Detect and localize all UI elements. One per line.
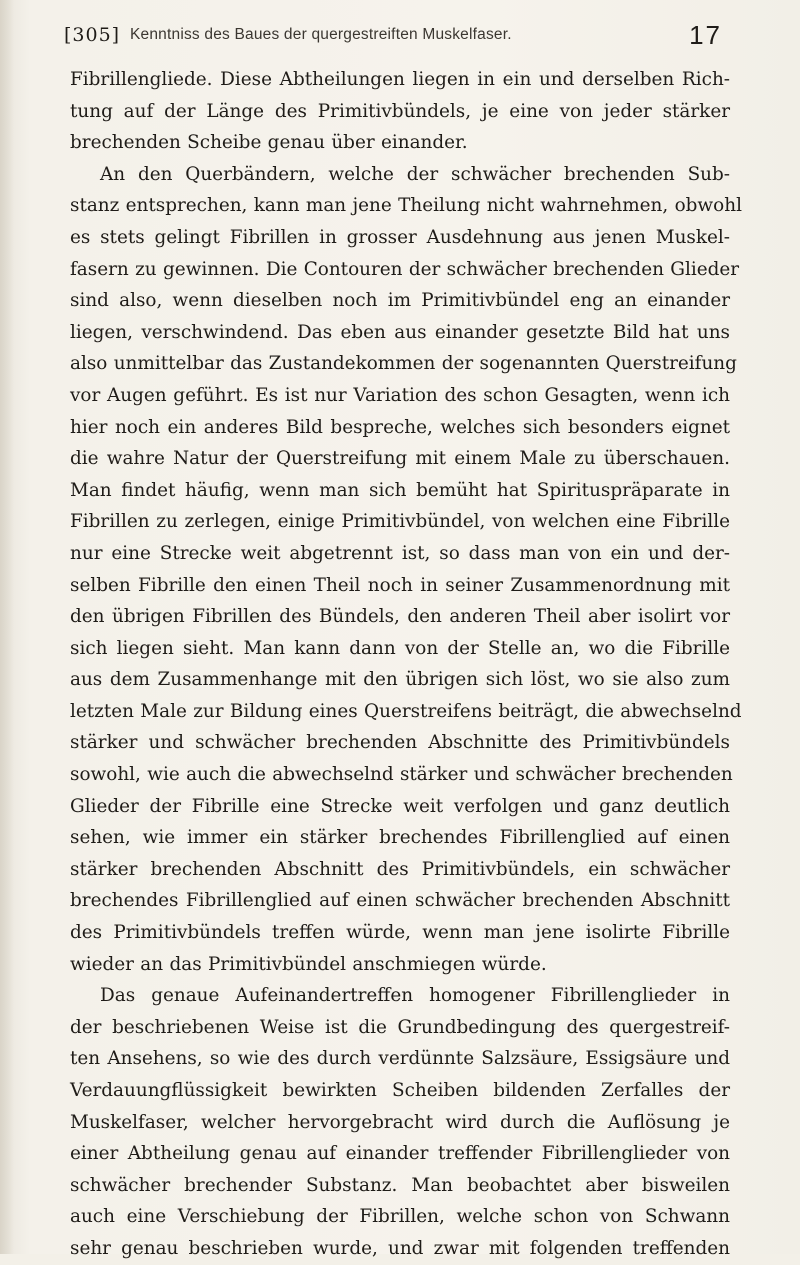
text-line: auch eine Verschiebung der Fibrillen, welche schon von Schwann [70,1206,730,1228]
text-line: schwächer brechender Substanz. Man beobachtet aber bisweilen [70,1174,730,1196]
text-line: tung auf der Länge des Primitivbündels, je eine von jeder stärker [70,100,730,122]
text-line: stanz entsprechen, kann man jene Theilung nicht wahrnehmen, obwohl [70,195,742,217]
text-line: die wahre Natur der Querstreifung mit einem Male zu überschauen. [70,448,730,470]
page-bracket-number: [305] [64,24,121,46]
running-title: Kenntniss des Baues der quergestreiften Muskelfaser. [130,26,512,43]
text-line: es stets gelingt Fibrillen in grosser Ausdehnung aus jenen Muskel- [70,226,730,248]
text-line: Fibrillengliede. Diese Abtheilungen liegen in ein und derselben Rich- [70,69,730,90]
text-line: Fibrillen zu zerlegen, einige Primitivbündel, von welchen eine Fibrille [70,511,730,533]
text-line: Man findet häufig, wenn man sich bemüht hat Spirituspräparate in [70,479,730,501]
text-line: An den Querbändern, welche der schwächer brechenden Sub- [100,163,730,185]
text-line: letzten Male zur Bildung eines Querstreifens beiträgt, die abwechselnd [70,700,742,722]
text-line: stärker und schwächer brechenden Abschnitte des Primitivbündels [70,732,730,754]
text-line: sehr genau beschrieben wurde, und zwar mit folgenden treffenden [70,1237,730,1259]
text-line: stärker brechenden Abschnitt des Primitivbündels, ein schwächer [70,858,730,880]
text-line: den übrigen Fibrillen des Bündels, den anderen Theil aber isolirt vor [70,606,730,628]
text-line: liegen, verschwindend. Das eben aus einander gesetzte Bild hat uns [70,321,730,343]
text-line: Das genaue Aufeinandertreffen homogener Fibrillenglieder in [100,985,730,1007]
page-number: 17 [689,20,722,50]
text-line: also unmittelbar das Zustandekommen der sogenannten Querstreifung [70,353,737,375]
text-line: ten Ansehens, so wie des durch verdünnte Salzsäure, Essigsäure und [70,1048,730,1070]
text-line: aus dem Zusammenhange mit den übrigen sich löst, wo sie also zum [70,669,730,691]
gutter-shadow [0,0,14,1254]
text-line: einer Abtheilung genau auf einander treffender Fibrillenglieder von [70,1143,730,1165]
text-line: sowohl, wie auch die abwechselnd stärker und schwächer brechenden [70,764,733,786]
text-line: Glieder der Fibrille eine Strecke weit verfolgen und ganz deutlich [70,795,730,817]
text-line: vor Augen geführt. Es ist nur Variation des schon Gesagten, wenn ich [70,384,730,406]
text-line: sind also, wenn dieselben noch im Primitivbündel eng an einander [70,290,730,312]
text-line: Verdauungflüssigkeit bewirkten Scheiben bildenden Zerfalles der [70,1080,730,1101]
text-line: Muskelfaser, welcher hervorgebracht wird durch die Auflösung je [70,1111,730,1133]
body-text [70,64,742,1265]
text-line: hier noch ein anderes Bild bespreche, welches sich besonders eignet [70,416,730,438]
text-line: wieder an das Primitivbündel anschmiegen würde. [70,953,547,975]
running-head [64,20,724,54]
text-line: nur eine Strecke weit abgetrennt ist, so dass man von ein und der- [70,542,730,564]
text-line: brechendes Fibrillenglied auf einen schwächer brechenden Abschnitt [70,890,730,912]
text-line: fasern zu gewinnen. Die Contouren der schwächer brechenden Glieder [70,258,740,280]
text-line: sehen, wie immer ein stärker brechendes Fibrillenglied auf einen [70,827,730,849]
text-line: des Primitivbündels treffen würde, wenn man jene isolirte Fibrille [70,922,730,944]
text-line: sich liegen sieht. Man kann dann von der Stelle an, wo die Fibrille [70,637,730,659]
text-line: brechenden Scheibe genau über einander. [70,132,468,154]
text-line: der beschriebenen Weise ist die Grundbedingung des quergestreif- [70,1016,730,1038]
text-line: selben Fibrille den einen Theil noch in seiner Zusammenordnung mit [70,574,730,596]
